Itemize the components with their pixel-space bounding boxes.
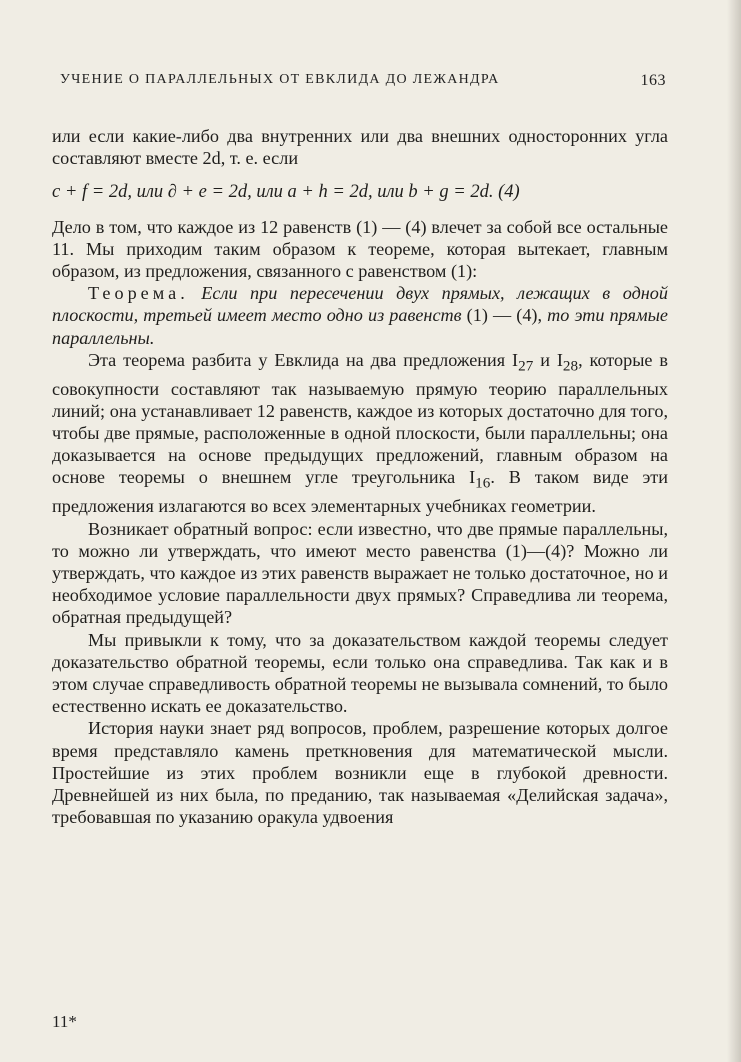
paragraph-3 <box>52 349 668 518</box>
subscript-16: 16 <box>475 475 491 493</box>
header-title: УЧЕНИЕ О ПАРАЛЛЕЛЬНЫХ ОТ ЕВКЛИДА ДО ЛЕЖАНДРА <box>60 72 500 87</box>
paragraph-4: Возникает обратный вопрос: если известно, что две прямые параллельны, то можно ли утверждать, что имеют место равенства (1)—(4)? Можно ли утверждать, что каждое из этих равенств выражает не только достаточное, но и необходимое условие параллельности двух прямых? Справедлива ли теорема, обратная предыдущей? <box>52 518 668 628</box>
theorem-statement-part1: Если при пересечении двух прямых, лежащих в одной плоскости, третьей имеет место одно из равенств <box>52 283 668 326</box>
page-number: 163 <box>640 72 666 89</box>
paragraph-3-text-d: . В таком виде эти предложения излагаются во всех элементарных учебниках геометрии. <box>52 467 668 517</box>
theorem-label: Теорема. <box>88 283 189 304</box>
signature-mark: 11* <box>52 1012 77 1031</box>
subscript-28: 28 <box>562 357 579 375</box>
paragraph-2: Дело в том, что каждое из 12 равенств (1) — (4) влечет за собой все остальные 11. Мы приходим таким образом к теореме, которая вытекает, главным образом, из предложения, связанного с равенством (1): <box>52 216 668 282</box>
paragraph-3-text-b: и I <box>533 349 563 370</box>
paragraph-3-text-a: Эта теорема разбита у Евклида на два предложения I <box>88 349 519 370</box>
formula-4: c + f = 2d, или ∂ + e = 2d, или a + h = 2d, или b + g = 2d. (4) <box>52 182 520 203</box>
theorem-equation-ref: (1) — (4), <box>466 305 543 326</box>
paragraph-3-text-c: , которые в совокупности составляют так называемую прямую теорию параллельных линий; она устанавливает 12 равенств, каждое из которых достаточно для того, чтобы две прямые, расположенные в одной плоскости, были параллельны; она доказывается на основе предыдущих предложений, главным образом на основе теоремы о внешнем угле треугольника I <box>52 349 668 488</box>
paragraph-5: Мы привыкли к тому, что за доказательством каждой теоремы следует доказательство обратной теоремы, если только она справедлива. Так как и в этом случае справедливость обратной теоремы не вызывала сомнений, то было естественно искать ее доказательство. <box>52 629 668 717</box>
subscript-27: 27 <box>518 357 534 375</box>
theorem-statement-part2: то эти прямые параллельны. <box>52 305 668 348</box>
paragraph-6: История науки знает ряд вопросов, проблем, разрешение которых долгое время представляло камень преткновения для математической мысли. Простейшие из этих проблем возникли еще в глубокой древности. Древнейшей из них была, по преданию, так называемая «Делийская задача», требовавшая по указанию оракула удвоения <box>52 718 668 828</box>
scan-edge-shadow <box>727 0 741 1062</box>
body-text <box>52 125 668 828</box>
running-header <box>60 72 666 96</box>
paragraph-1: или если какие-либо два внутренних или два внешних односторонних угла составляют вместе 2d, т. е. если <box>52 126 668 169</box>
theorem-paragraph <box>52 282 668 349</box>
